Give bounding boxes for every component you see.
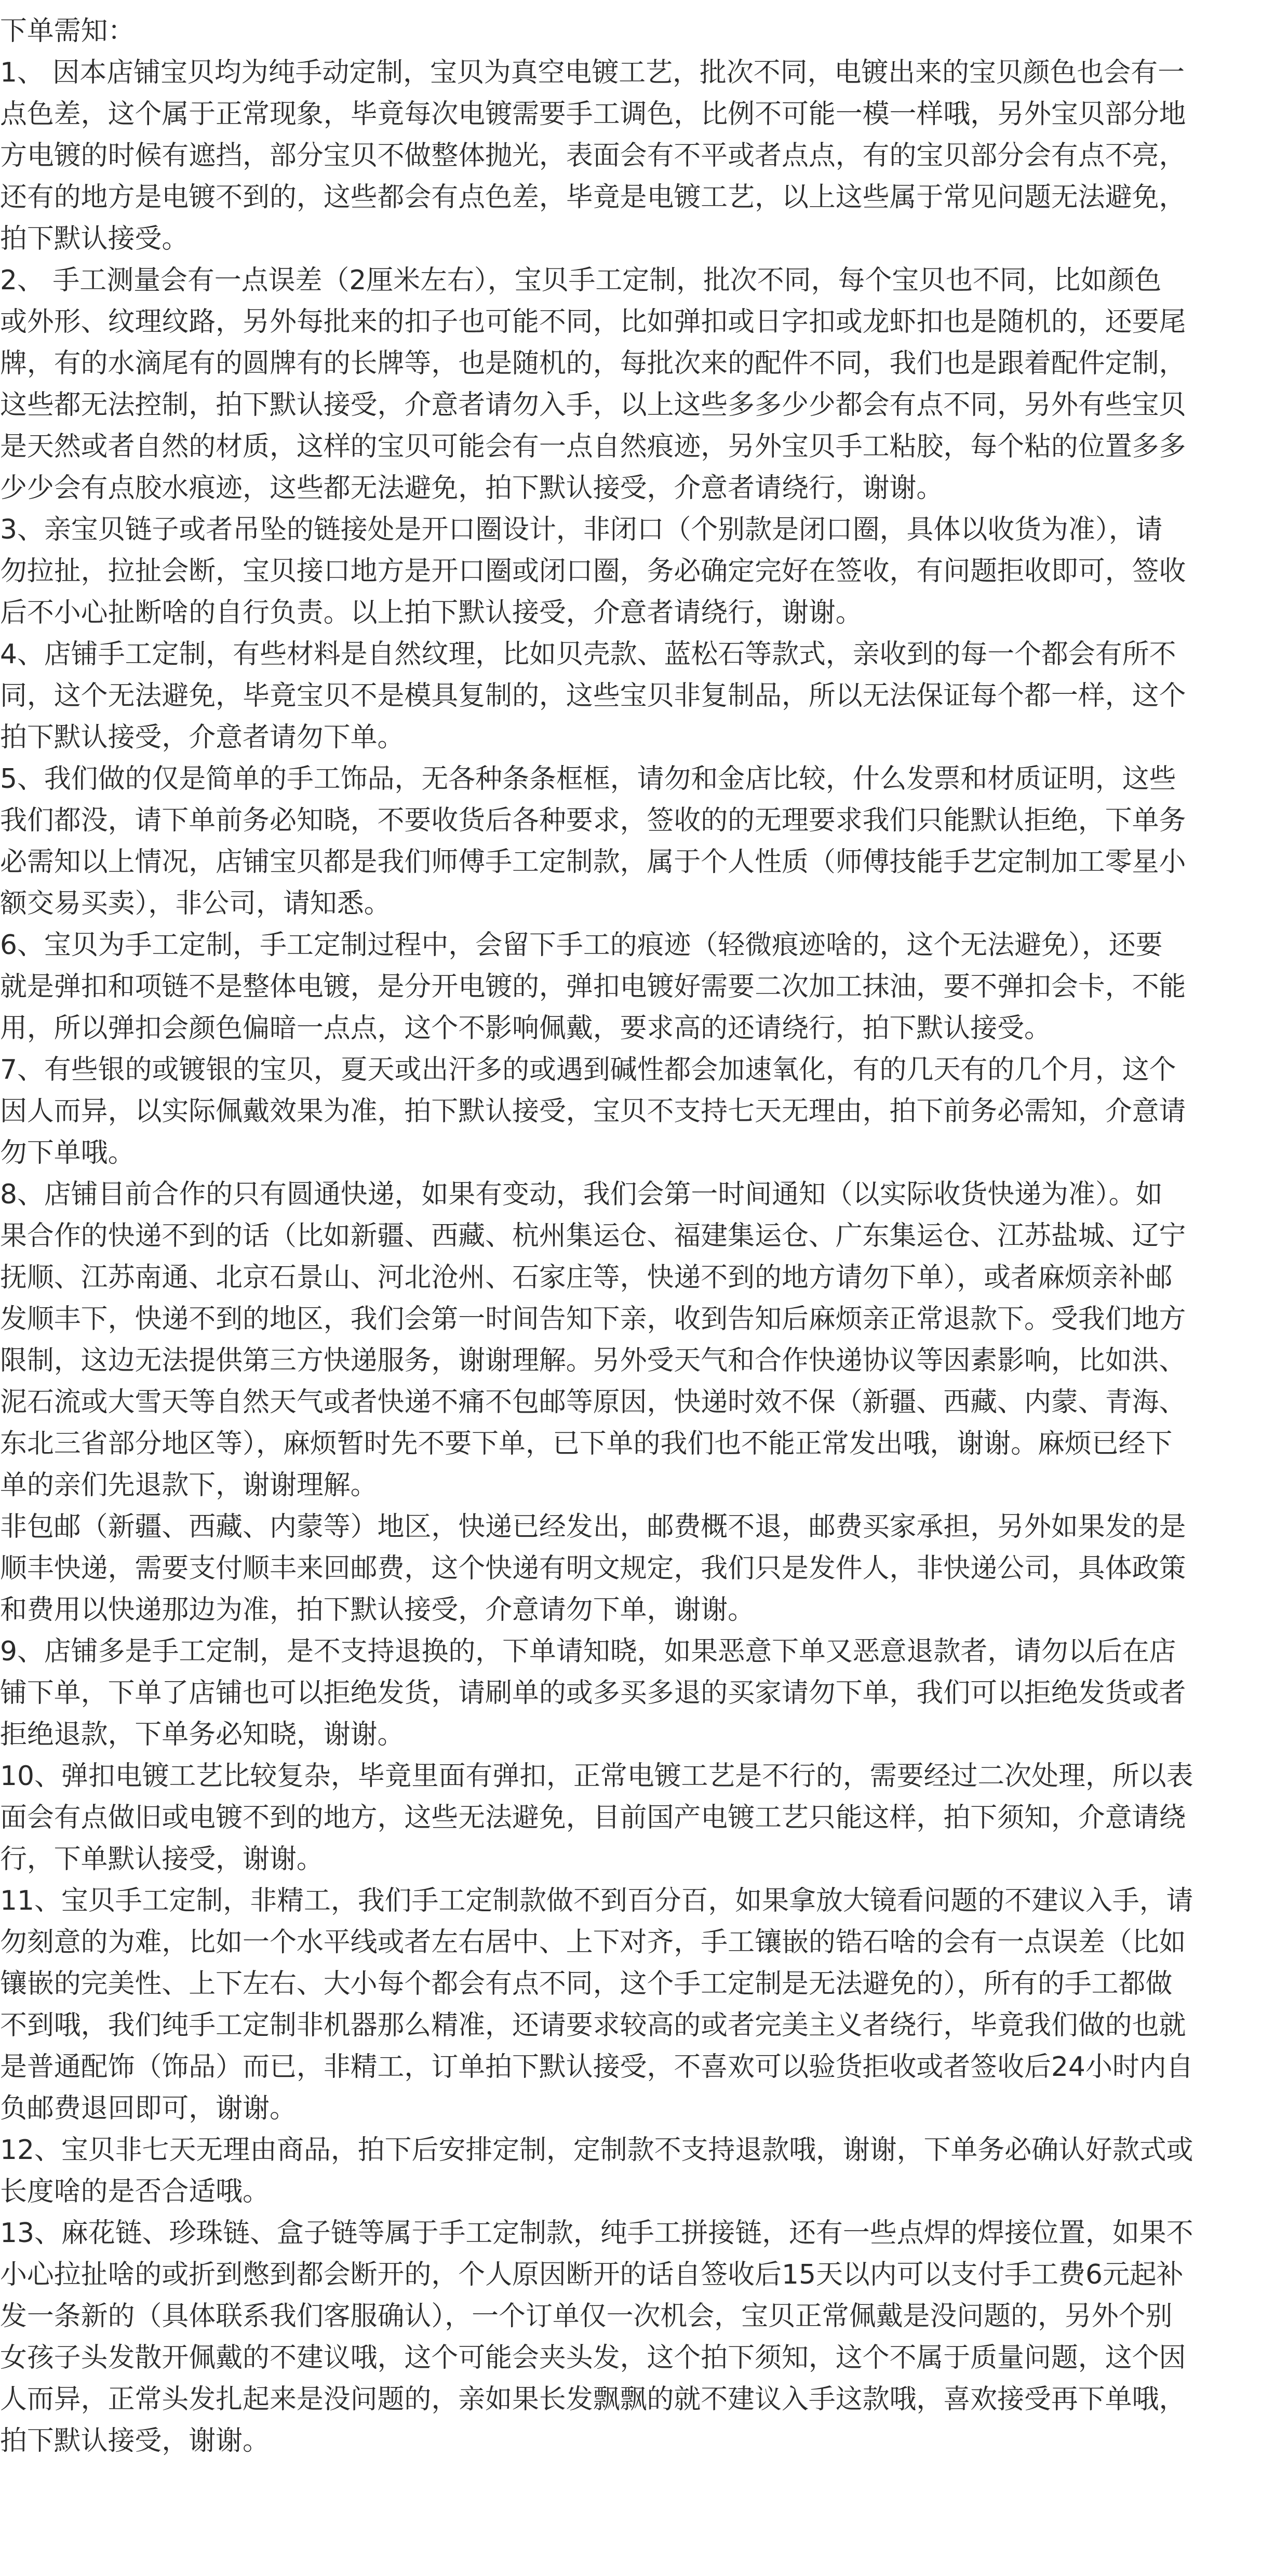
notice-line: 方电镀的时候有遮挡，部分宝贝不做整体抛光，表面会有不平或者点点，有的宝贝部分会有点不亮， xyxy=(0,140,1186,171)
notice-line: 还有的地方是电镀不到的，这些都会有点色差，毕竟是电镀工艺，以上这些属于常见问题无法避免， xyxy=(0,182,1186,213)
notice-line: 同，这个无法避免，毕竟宝贝不是模具复制的，这些宝贝非复制品，所以无法保证每个都一样，这个 xyxy=(0,680,1186,712)
notice-line: 发顺丰下，快递不到的地区，我们会第一时间告知下亲，收到告知后麻烦亲正常退款下。受我们地方 xyxy=(0,1304,1186,1335)
notice-line: 8、店铺目前合作的只有圆通快递，如果有变动，我们会第一时间通知（以实际收货快递为准）。如 xyxy=(0,1179,1163,1210)
notice-line: 抚顺、江苏南通、北京石景山、河北沧州、石家庄等，快递不到的地方请勿下单），或者麻烦亲补邮 xyxy=(0,1262,1173,1293)
notice-line: 或外形、纹理纹路，另外每批来的扣子也可能不同，比如弹扣或日字扣或龙虾扣也是随机的，还要尾 xyxy=(0,306,1186,338)
notice-line: 就是弹扣和项链不是整体电镀，是分开电镀的，弹扣电镀好需要二次加工抹油，要不弹扣会卡，不能 xyxy=(0,971,1186,1002)
notice-line: 这些都无法控制，拍下默认接受，介意者请勿入手，以上这些多多少少都会有点不同，另外有些宝贝 xyxy=(0,390,1186,421)
notice-line: 2、 手工测量会有一点误差（2厘米左右），宝贝手工定制，批次不同，每个宝贝也不同，比如颜色 xyxy=(0,265,1162,296)
notice-line: 点色差，这个属于正常现象，毕竟每次电镀需要手工调色，比例不可能一模一样哦，另外宝贝部分地 xyxy=(0,99,1186,130)
notice-line: 和费用以快递那边为准，拍下默认接受，介意请勿下单，谢谢。 xyxy=(0,1594,755,1626)
notice-line: 顺丰快递，需要支付顺丰来回邮费，这个快递有明文规定，我们只是发件人，非快递公司，具体政策 xyxy=(0,1553,1186,1584)
notice-line: 非包邮（新疆、西藏、内蒙等）地区，快递已经发出，邮费概不退，邮费买家承担，另外如果发的是 xyxy=(0,1511,1186,1542)
notice-line: 拍下默认接受，介意者请勿下单。 xyxy=(0,722,405,753)
notice-line: 人而异，正常头发扎起来是没问题的，亲如果长发飘飘的就不建议入手这款哦，喜欢接受再下单哦， xyxy=(0,2384,1186,2415)
notice-line: 后不小心扯断啥的自行负责。以上拍下默认接受，介意者请绕行，谢谢。 xyxy=(0,597,863,628)
notice-line: 牌，有的水滴尾有的圆牌有的长牌等，也是随机的，每批次来的配件不同，我们也是跟着配件定制， xyxy=(0,348,1186,379)
notice-line: 泥石流或大雪天等自然天气或者快递不痛不包邮等原因，快递时效不保（新疆、西藏、内蒙、青海、 xyxy=(0,1387,1186,1418)
notice-line: 东北三省部分地区等），麻烦暂时先不要下单，已下单的我们也不能正常发出哦，谢谢。麻烦已经下 xyxy=(0,1428,1173,1459)
notice-line: 拒绝退款，下单务必知晓，谢谢。 xyxy=(0,1719,405,1750)
notice-line: 4、店铺手工定制，有些材料是自然纹理，比如贝壳款、蓝松石等款式，亲收到的每一个都会有所不 xyxy=(0,639,1176,670)
notice-line: 限制，这边无法提供第三方快递服务，谢谢理解。另外受天气和合作快递协议等因素影响，比如洪、 xyxy=(0,1345,1186,1376)
notice-line: 5、我们做的仅是简单的手工饰品，无各种条条框框，请勿和金店比较，什么发票和材质证明，这些 xyxy=(0,763,1176,795)
notice-line: 10、弹扣电镀工艺比较复杂，毕竟里面有弹扣，正常电镀工艺是不行的，需要经过二次处理，所以表 xyxy=(0,1761,1193,1792)
notice-line: 6、宝贝为手工定制，手工定制过程中，会留下手工的痕迹（轻微痕迹啥的，这个无法避免），还要 xyxy=(0,930,1163,961)
notice-line: 小心拉扯啥的或折到憋到都会断开的，个人原因断开的话自签收后15天以内可以支付手工费6元起补 xyxy=(0,2259,1184,2290)
notice-line: 我们都没，请下单前务必知晓，不要收货后各种要求，签收的的无理要求我们只能默认拒绝，下单务 xyxy=(0,805,1186,836)
notice-line: 额交易买卖），非公司，请知悉。 xyxy=(0,888,391,919)
notice-line: 12、宝贝非七天无理由商品，拍下后安排定制，定制款不支持退款哦，谢谢，下单务必确认好款式或 xyxy=(0,2135,1193,2166)
notice-line: 镶嵌的完美性、上下左右、大小每个都会有点不同，这个手工定制是无法避免的），所有的手工都做 xyxy=(0,1968,1173,2000)
notice-line: 不到哦，我们纯手工定制非机器那么精准，还请要求较高的或者完美主义者绕行，毕竟我们做的也就 xyxy=(0,2010,1186,2041)
notice-line: 果合作的快递不到的话（比如新疆、西藏、杭州集运仓、福建集运仓、广东集运仓、江苏盐城、辽宁 xyxy=(0,1220,1186,1252)
notice-line: 女孩子头发散开佩戴的不建议哦，这个可能会夹头发，这个拍下须知，这个不属于质量问题，这个因 xyxy=(0,2342,1186,2373)
notice-line: 长度啥的是否合适哦。 xyxy=(0,2176,270,2207)
notice-line: 行，下单默认接受，谢谢。 xyxy=(0,1844,324,1875)
notice-line: 13、麻花链、珍珠链、盒子链等属于手工定制款，纯手工拼接链，还有一些点焊的焊接位置，如果不 xyxy=(0,2218,1193,2249)
notice-line: 少少会有点胶水痕迹，这些都无法避免，拍下默认接受，介意者请绕行，谢谢。 xyxy=(0,473,944,504)
notice-line: 拍下默认接受。 xyxy=(0,223,189,254)
purchase-notice-text xyxy=(0,10,1288,2462)
notice-line: 面会有点做旧或电镀不到的地方，这些无法避免，目前国产电镀工艺只能这样，拍下须知，介意请绕 xyxy=(0,1802,1186,1833)
notice-line: 负邮费退回即可，谢谢。 xyxy=(0,2093,297,2124)
notice-line: 因人而异，以实际佩戴效果为准，拍下默认接受，宝贝不支持七天无理由，拍下前务必需知，介意请 xyxy=(0,1096,1186,1127)
notice-line: 用，所以弹扣会颜色偏暗一点点，这个不影响佩戴，要求高的还请绕行，拍下默认接受。 xyxy=(0,1013,1051,1044)
notice-line: 7、有些银的或镀银的宝贝，夏天或出汗多的或遇到碱性都会加速氧化，有的几天有的几个月，这个 xyxy=(0,1054,1176,1085)
notice-line: 发一条新的（具体联系我们客服确认），一个订单仅一次机会，宝贝正常佩戴是没问题的，另外个别 xyxy=(0,2301,1173,2332)
notice-line: 铺下单，下单了店铺也可以拒绝发货，请刷单的或多买多退的买家请勿下单，我们可以拒绝发货或者 xyxy=(0,1678,1186,1709)
notice-line: 是天然或者自然的材质，这样的宝贝可能会有一点自然痕迹，另外宝贝手工粘胶，每个粘的位置多多 xyxy=(0,431,1186,462)
notice-line: 勿下单哦。 xyxy=(0,1137,135,1169)
notice-line: 必需知以上情况，店铺宝贝都是我们师傅手工定制款，属于个人性质（师傅技能手艺定制加工零星小 xyxy=(0,847,1186,878)
notice-line: 单的亲们先退款下，谢谢理解。 xyxy=(0,1470,378,1501)
notice-heading: 下单需知： xyxy=(0,16,135,47)
notice-line: 是普通配饰（饰品）而已，非精工，订单拍下默认接受，不喜欢可以验货拒收或者签收后24小时内自 xyxy=(0,2051,1193,2083)
notice-line: 11、宝贝手工定制，非精工，我们手工定制款做不到百分百，如果拿放大镜看问题的不建议入手，请 xyxy=(0,1885,1193,1916)
notice-line: 1、 因本店铺宝贝均为纯手动定制，宝贝为真空电镀工艺，批次不同，电镀出来的宝贝颜色也会有一 xyxy=(0,57,1185,88)
notice-line: 勿拉扯，拉扯会断，宝贝接口地方是开口圈或闭口圈，务必确定完好在签收，有问题拒收即可，签收 xyxy=(0,556,1186,587)
notice-line: 3、亲宝贝链子或者吊坠的链接处是开口圈设计，非闭口（个别款是闭口圈，具体以收货为准），请 xyxy=(0,514,1163,545)
notice-line: 9、店铺多是手工定制，是不支持退换的，下单请知晓，如果恶意下单又恶意退款者，请勿以后在店 xyxy=(0,1636,1176,1667)
notice-line: 拍下默认接受，谢谢。 xyxy=(0,2425,270,2457)
notice-line: 勿刻意的为难，比如一个水平线或者左右居中、上下对齐，手工镶嵌的锆石啥的会有一点误差（比如 xyxy=(0,1927,1186,1958)
